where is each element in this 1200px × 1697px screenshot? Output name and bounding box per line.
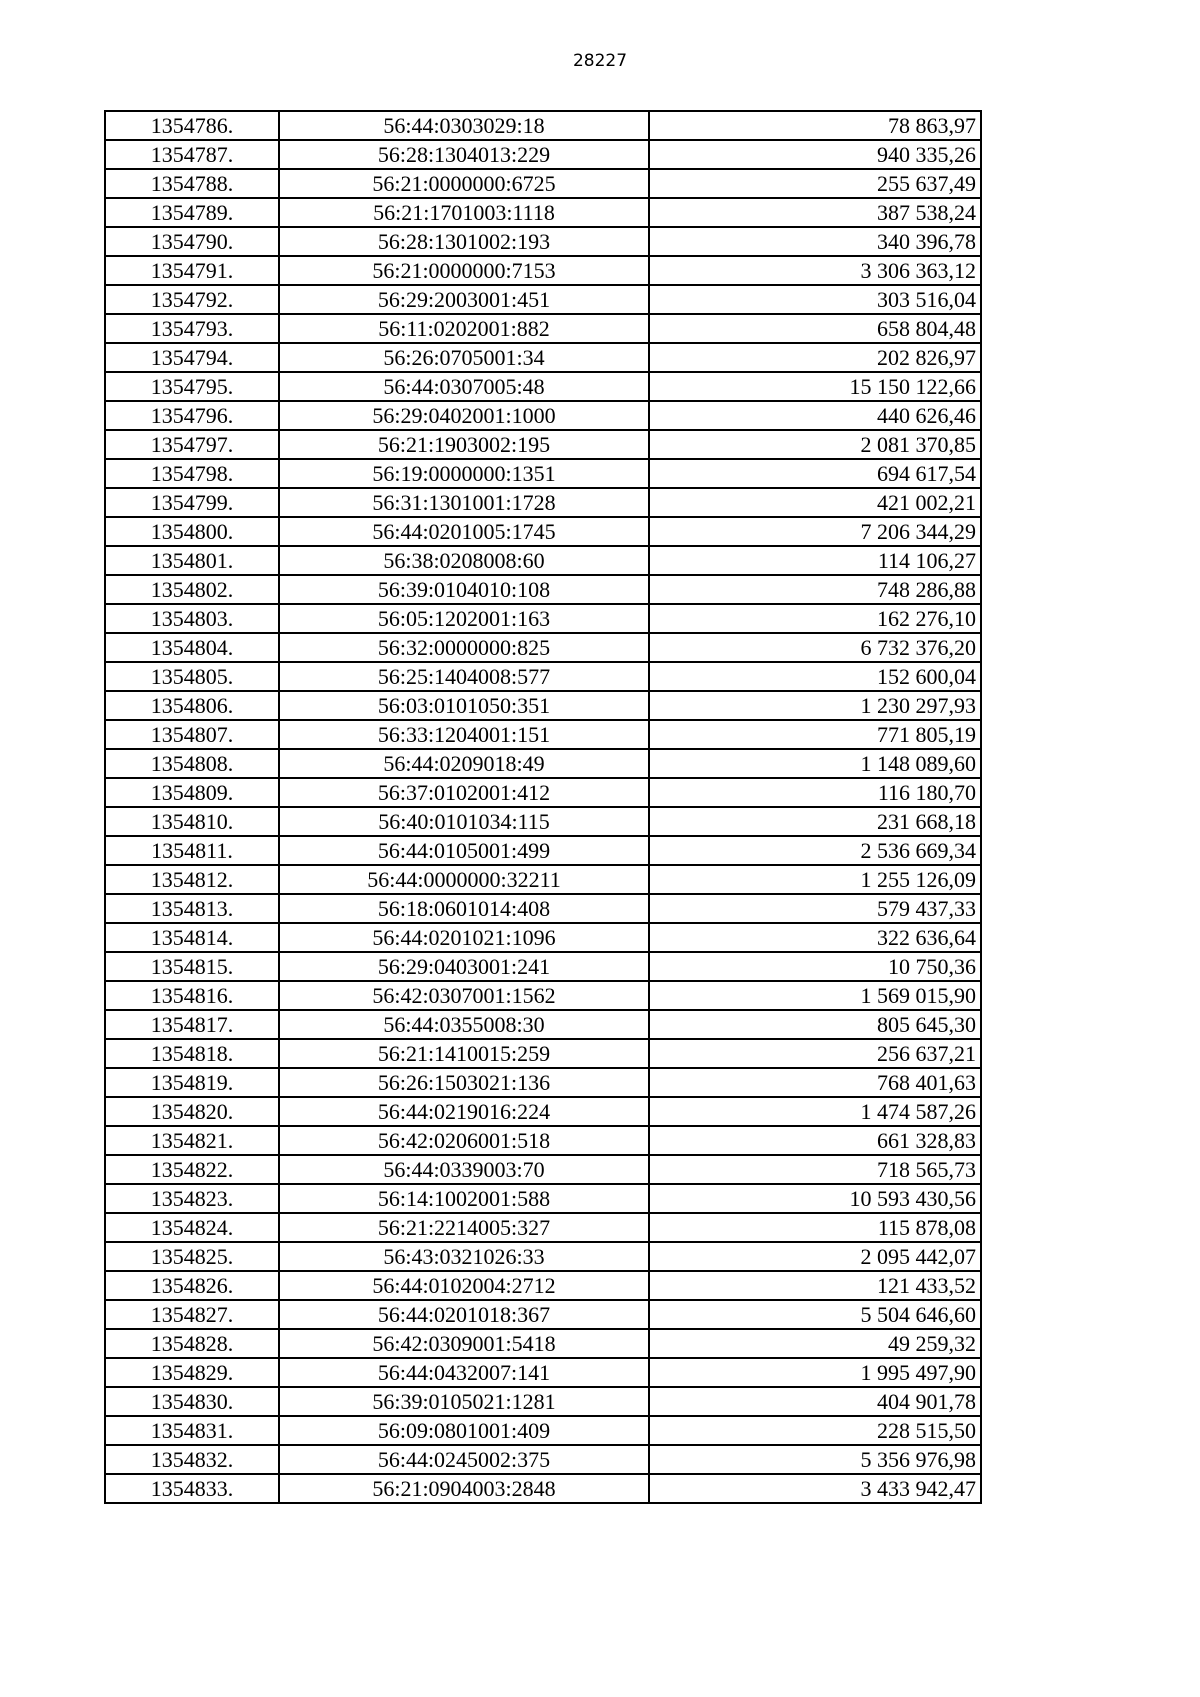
cadastral-number-cell: 56:42:0307001:1562 [279,981,649,1010]
table-row [105,256,981,285]
cadastral-value-cell: 771 805,19 [649,720,981,749]
cadastral-number-cell: 56:38:0208008:60 [279,546,649,575]
cadastral-value-cell: 579 437,33 [649,894,981,923]
cadastral-number-cell: 56:44:0245002:375 [279,1445,649,1474]
row-number-cell: 1354792. [105,285,279,314]
table-row [105,1097,981,1126]
cadastral-value-cell: 1 148 089,60 [649,749,981,778]
cadastral-number-cell: 56:05:1202001:163 [279,604,649,633]
cadastral-number-cell: 56:39:0105021:1281 [279,1387,649,1416]
cadastral-value-cell: 116 180,70 [649,778,981,807]
cadastral-number-cell: 56:33:1204001:151 [279,720,649,749]
cadastral-number-cell: 56:42:0309001:5418 [279,1329,649,1358]
table-row [105,459,981,488]
row-number-cell: 1354793. [105,314,279,343]
table-row [105,546,981,575]
cadastral-value-cell: 3 306 363,12 [649,256,981,285]
cadastral-value-cell: 322 636,64 [649,923,981,952]
table-row [105,749,981,778]
row-number-cell: 1354818. [105,1039,279,1068]
cadastral-number-cell: 56:44:0432007:141 [279,1358,649,1387]
row-number-cell: 1354807. [105,720,279,749]
cadastral-value-cell: 303 516,04 [649,285,981,314]
row-number-cell: 1354817. [105,1010,279,1039]
row-number-cell: 1354806. [105,691,279,720]
cadastral-number-cell: 56:25:1404008:577 [279,662,649,691]
row-number-cell: 1354798. [105,459,279,488]
cadastral-number-cell: 56:43:0321026:33 [279,1242,649,1271]
cadastral-value-cell: 2 536 669,34 [649,836,981,865]
cadastral-number-cell: 56:19:0000000:1351 [279,459,649,488]
table-row [105,662,981,691]
row-number-cell: 1354791. [105,256,279,285]
cadastral-value-cell: 152 600,04 [649,662,981,691]
cadastral-value-cell: 421 002,21 [649,488,981,517]
table-row [105,720,981,749]
table-row [105,923,981,952]
cadastral-number-cell: 56:21:1410015:259 [279,1039,649,1068]
cadastral-value-cell: 256 637,21 [649,1039,981,1068]
table-row [105,981,981,1010]
row-number-cell: 1354796. [105,401,279,430]
table-row [105,1010,981,1039]
cadastral-number-cell: 56:14:1002001:588 [279,1184,649,1213]
cadastral-number-cell: 56:29:0403001:241 [279,952,649,981]
cadastral-value-cell: 1 230 297,93 [649,691,981,720]
cadastral-value-cell: 121 433,52 [649,1271,981,1300]
table-row [105,1242,981,1271]
row-number-cell: 1354797. [105,430,279,459]
cadastral-number-cell: 56:44:0307005:48 [279,372,649,401]
cadastral-number-cell: 56:44:0105001:499 [279,836,649,865]
cadastral-number-cell: 56:21:2214005:327 [279,1213,649,1242]
table-row [105,430,981,459]
cadastral-value-cell: 694 617,54 [649,459,981,488]
row-number-cell: 1354795. [105,372,279,401]
cadastral-number-cell: 56:44:0355008:30 [279,1010,649,1039]
cadastral-number-cell: 56:26:1503021:136 [279,1068,649,1097]
table-row [105,604,981,633]
cadastral-value-cell: 115 878,08 [649,1213,981,1242]
cadastral-value-cell: 7 206 344,29 [649,517,981,546]
cadastral-value-cell: 1 569 015,90 [649,981,981,1010]
row-number-cell: 1354823. [105,1184,279,1213]
table-row [105,1126,981,1155]
table-row [105,1358,981,1387]
row-number-cell: 1354814. [105,923,279,952]
table-row [105,1474,981,1503]
table-row [105,1184,981,1213]
cadastral-value-cell: 78 863,97 [649,111,981,140]
row-number-cell: 1354830. [105,1387,279,1416]
cadastral-number-cell: 56:29:0402001:1000 [279,401,649,430]
table-row [105,1300,981,1329]
cadastral-number-cell: 56:44:0201018:367 [279,1300,649,1329]
row-number-cell: 1354811. [105,836,279,865]
cadastral-number-cell: 56:44:0000000:32211 [279,865,649,894]
cadastral-value-cell: 202 826,97 [649,343,981,372]
cadastral-number-cell: 56:40:0101034:115 [279,807,649,836]
cadastral-value-table [104,110,982,1504]
row-number-cell: 1354815. [105,952,279,981]
row-number-cell: 1354810. [105,807,279,836]
cadastral-value-cell: 940 335,26 [649,140,981,169]
table-row [105,1445,981,1474]
row-number-cell: 1354799. [105,488,279,517]
row-number-cell: 1354801. [105,546,279,575]
cadastral-value-cell: 15 150 122,66 [649,372,981,401]
cadastral-value-cell: 49 259,32 [649,1329,981,1358]
cadastral-value-cell: 805 645,30 [649,1010,981,1039]
row-number-cell: 1354826. [105,1271,279,1300]
table-row [105,343,981,372]
row-number-cell: 1354821. [105,1126,279,1155]
table-row [105,169,981,198]
table-row [105,227,981,256]
row-number-cell: 1354788. [105,169,279,198]
table-row [105,1329,981,1358]
row-number-cell: 1354819. [105,1068,279,1097]
cadastral-number-cell: 56:44:0201021:1096 [279,923,649,952]
table-row [105,1213,981,1242]
cadastral-value-cell: 10 750,36 [649,952,981,981]
cadastral-number-cell: 56:37:0102001:412 [279,778,649,807]
table-row [105,952,981,981]
row-number-cell: 1354803. [105,604,279,633]
table-row [105,517,981,546]
row-number-cell: 1354808. [105,749,279,778]
row-number-cell: 1354824. [105,1213,279,1242]
row-number-cell: 1354804. [105,633,279,662]
cadastral-number-cell: 56:26:0705001:34 [279,343,649,372]
table-row [105,836,981,865]
cadastral-number-cell: 56:21:1701003:1118 [279,198,649,227]
table-row [105,1068,981,1097]
cadastral-value-cell: 1 474 587,26 [649,1097,981,1126]
cadastral-number-cell: 56:44:0303029:18 [279,111,649,140]
row-number-cell: 1354829. [105,1358,279,1387]
table-row [105,198,981,227]
row-number-cell: 1354833. [105,1474,279,1503]
cadastral-number-cell: 56:21:0904003:2848 [279,1474,649,1503]
cadastral-number-cell: 56:03:0101050:351 [279,691,649,720]
cadastral-value-cell: 2 081 370,85 [649,430,981,459]
cadastral-value-cell: 748 286,88 [649,575,981,604]
row-number-cell: 1354831. [105,1416,279,1445]
row-number-cell: 1354813. [105,894,279,923]
table-row [105,111,981,140]
row-number-cell: 1354809. [105,778,279,807]
cadastral-value-cell: 387 538,24 [649,198,981,227]
cadastral-number-cell: 56:32:0000000:825 [279,633,649,662]
cadastral-value-cell: 162 276,10 [649,604,981,633]
table-row [105,1155,981,1184]
row-number-cell: 1354790. [105,227,279,256]
cadastral-number-cell: 56:09:0801001:409 [279,1416,649,1445]
cadastral-number-cell: 56:44:0219016:224 [279,1097,649,1126]
cadastral-number-cell: 56:28:1301002:193 [279,227,649,256]
row-number-cell: 1354800. [105,517,279,546]
cadastral-value-cell: 3 433 942,47 [649,1474,981,1503]
cadastral-number-cell: 56:44:0102004:2712 [279,1271,649,1300]
table-row [105,285,981,314]
cadastral-number-cell: 56:42:0206001:518 [279,1126,649,1155]
cadastral-value-cell: 658 804,48 [649,314,981,343]
cadastral-number-cell: 56:18:0601014:408 [279,894,649,923]
cadastral-number-cell: 56:21:1903002:195 [279,430,649,459]
cadastral-number-cell: 56:39:0104010:108 [279,575,649,604]
table-row [105,894,981,923]
cadastral-value-cell: 10 593 430,56 [649,1184,981,1213]
table-row [105,372,981,401]
row-number-cell: 1354805. [105,662,279,691]
row-number-cell: 1354828. [105,1329,279,1358]
row-number-cell: 1354787. [105,140,279,169]
table-row [105,488,981,517]
row-number-cell: 1354822. [105,1155,279,1184]
cadastral-value-cell: 768 401,63 [649,1068,981,1097]
cadastral-number-cell: 56:21:0000000:6725 [279,169,649,198]
row-number-cell: 1354825. [105,1242,279,1271]
table-row [105,314,981,343]
cadastral-value-cell: 340 396,78 [649,227,981,256]
row-number-cell: 1354816. [105,981,279,1010]
row-number-cell: 1354832. [105,1445,279,1474]
cadastral-value-cell: 1 995 497,90 [649,1358,981,1387]
cadastral-number-cell: 56:44:0201005:1745 [279,517,649,546]
cadastral-value-cell: 228 515,50 [649,1416,981,1445]
row-number-cell: 1354786. [105,111,279,140]
cadastral-number-cell: 56:44:0209018:49 [279,749,649,778]
table-body [105,111,981,1503]
page-number: 28227 [572,51,628,71]
cadastral-value-cell: 404 901,78 [649,1387,981,1416]
table-row [105,401,981,430]
row-number-cell: 1354802. [105,575,279,604]
cadastral-value-cell: 1 255 126,09 [649,865,981,894]
row-number-cell: 1354820. [105,1097,279,1126]
cadastral-value-cell: 440 626,46 [649,401,981,430]
table-row [105,575,981,604]
table-row [105,1416,981,1445]
table-row [105,633,981,662]
cadastral-value-cell: 5 504 646,60 [649,1300,981,1329]
cadastral-number-cell: 56:11:0202001:882 [279,314,649,343]
row-number-cell: 1354789. [105,198,279,227]
table-row [105,1039,981,1068]
cadastral-value-cell: 718 565,73 [649,1155,981,1184]
cadastral-number-cell: 56:29:2003001:451 [279,285,649,314]
row-number-cell: 1354812. [105,865,279,894]
row-number-cell: 1354827. [105,1300,279,1329]
table-row [105,140,981,169]
table-row [105,778,981,807]
table-row [105,865,981,894]
table-row [105,1271,981,1300]
cadastral-number-cell: 56:21:0000000:7153 [279,256,649,285]
table-row [105,807,981,836]
cadastral-number-cell: 56:44:0339003:70 [279,1155,649,1184]
cadastral-value-cell: 6 732 376,20 [649,633,981,662]
table-row [105,691,981,720]
cadastral-value-cell: 2 095 442,07 [649,1242,981,1271]
cadastral-value-cell: 231 668,18 [649,807,981,836]
cadastral-value-cell: 661 328,83 [649,1126,981,1155]
cadastral-value-cell: 114 106,27 [649,546,981,575]
cadastral-value-cell: 5 356 976,98 [649,1445,981,1474]
cadastral-value-cell: 255 637,49 [649,169,981,198]
row-number-cell: 1354794. [105,343,279,372]
cadastral-number-cell: 56:31:1301001:1728 [279,488,649,517]
cadastral-number-cell: 56:28:1304013:229 [279,140,649,169]
table-row [105,1387,981,1416]
